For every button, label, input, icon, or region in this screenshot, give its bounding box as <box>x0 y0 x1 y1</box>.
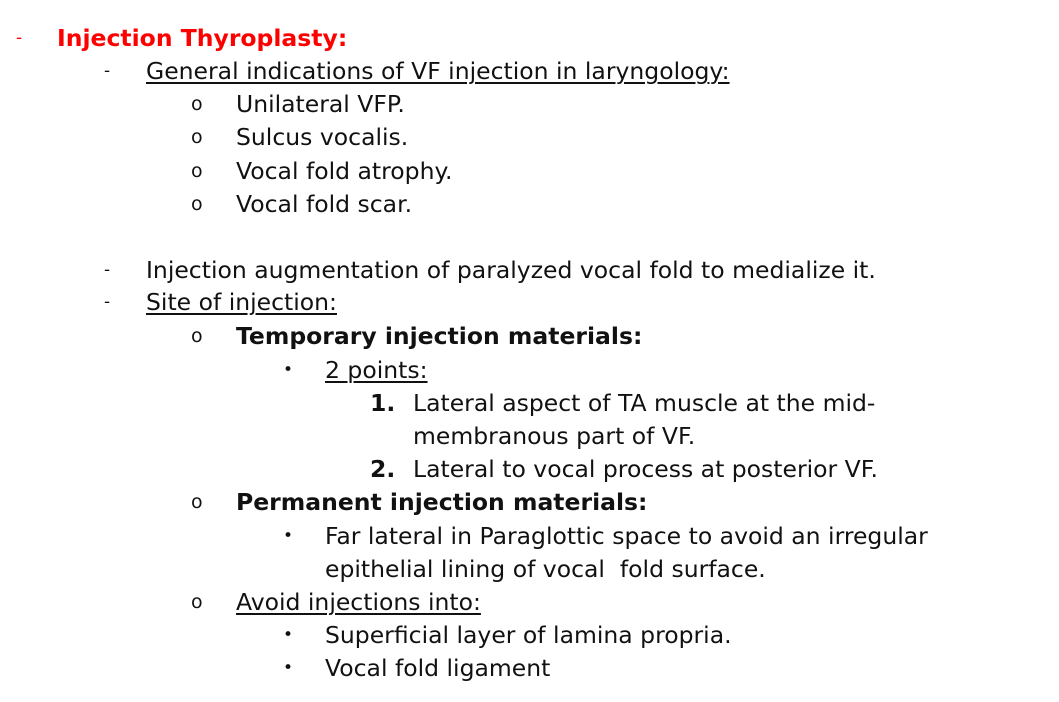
item-number: 2. <box>370 455 396 483</box>
dot-bullet: • <box>283 658 294 678</box>
dot-bullet: • <box>283 360 294 380</box>
dash-marker: - <box>104 260 111 280</box>
circle-bullet: o <box>191 591 203 613</box>
site-title: Site of injection: <box>146 288 337 316</box>
dot-bullet: • <box>283 526 294 546</box>
avoid-text: Superficial layer of lamina propria. <box>325 621 732 649</box>
indication-text: Vocal fold scar. <box>236 190 413 218</box>
circle-bullet: o <box>191 93 203 115</box>
temporary-title: Temporary injection materials: <box>236 322 643 350</box>
permanent-text: Far lateral in Paraglottic space to avoid an irregular <box>325 522 928 550</box>
permanent-title: Permanent injection materials: <box>236 488 648 516</box>
circle-bullet: o <box>191 193 203 215</box>
dash-marker: - <box>16 28 23 48</box>
indication-text: Unilateral VFP. <box>236 90 405 118</box>
dash-marker: - <box>104 292 111 312</box>
avoid-title: Avoid injections into: <box>236 588 481 616</box>
item-text: membranous part of VF. <box>413 422 696 450</box>
section-heading: Injection Thyroplasty: <box>57 24 348 52</box>
permanent-text: epithelial lining of vocal fold surface. <box>325 555 766 583</box>
item-number: 1. <box>370 389 396 417</box>
item-text: Lateral to vocal process at posterior VF. <box>413 455 878 483</box>
two-points-title: 2 points: <box>325 356 428 384</box>
augmentation-text: Injection augmentation of paralyzed vocal fold to medialize it. <box>146 256 876 284</box>
dot-bullet: • <box>283 625 294 645</box>
indication-text: Vocal fold atrophy. <box>236 157 453 185</box>
circle-bullet: o <box>191 491 203 513</box>
avoid-text: Vocal fold ligament <box>325 654 551 682</box>
dash-marker: - <box>104 61 111 81</box>
indication-text: Sulcus vocalis. <box>236 123 409 151</box>
circle-bullet: o <box>191 160 203 182</box>
item-text: Lateral aspect of TA muscle at the mid- <box>413 389 876 417</box>
indications-title: General indications of VF injection in laryngology: <box>146 57 730 85</box>
circle-bullet: o <box>191 126 203 148</box>
circle-bullet: o <box>191 325 203 347</box>
